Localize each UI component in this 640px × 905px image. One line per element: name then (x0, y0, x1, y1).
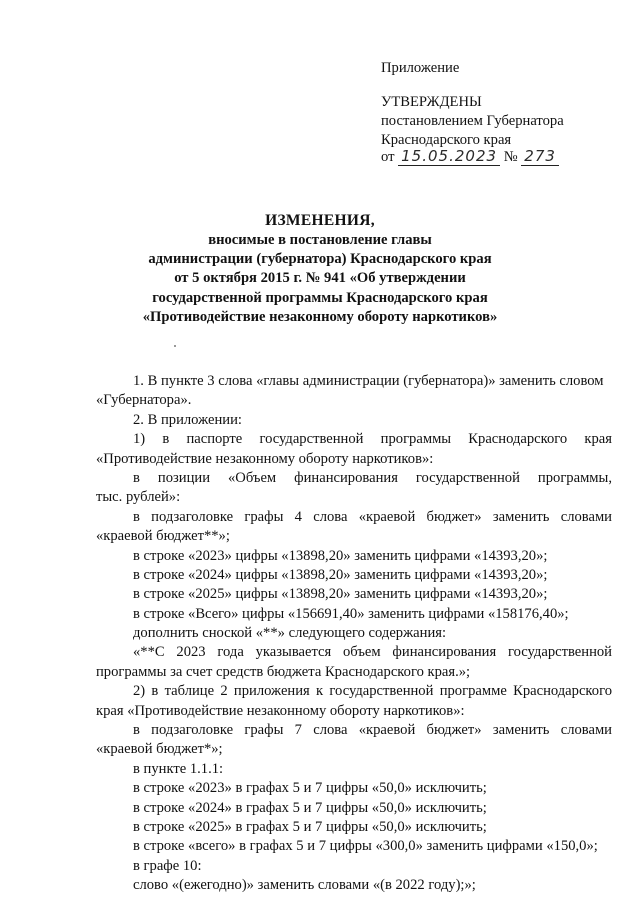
body-line: в строке «2023» в графах 5 и 7 цифры «50,0» исключить; (133, 780, 487, 797)
body-line: 2. В приложении: (133, 411, 242, 428)
document-title (90, 211, 550, 327)
body-line: 2) в таблице 2 приложения к государственной программе Краснодарского (133, 683, 612, 700)
body-line: «Противодействие незаконному обороту наркотиков»: (96, 450, 434, 467)
body-line: слово «(ежегодно)» заменить словами «(в 2022 году);»; (133, 877, 476, 894)
body-line: в пункте 1.1.1: (133, 760, 224, 777)
body-line: в строке «всего» в графах 5 и 7 цифры «300,0» заменить цифрами «150,0»; (133, 838, 598, 855)
title-line: государственной программы Краснодарского края (152, 289, 488, 306)
title-heading: ИЗМЕНЕНИЯ, (265, 212, 375, 229)
body-line: в подзаголовке графы 4 слова «краевой бюджет» заменить словами (133, 508, 612, 525)
date-number-line (381, 147, 559, 167)
body-line: в подзаголовке графы 7 слова «краевой бюджет» заменить словами (133, 722, 612, 739)
body-line: в графе 10: (133, 857, 202, 874)
body-line: программы за счет средств бюджета Краснодарского края.»; (96, 663, 471, 680)
handwritten-date: 15.05.2023 (398, 147, 500, 166)
body-line: в строке «2024» цифры «13898,20» заменить цифрами «14393,20»; (133, 566, 548, 583)
title-line: администрации (губернатора) Краснодарского края (148, 251, 492, 268)
body-line: «Губернатора». (96, 392, 192, 409)
title-line: вносимые в постановление главы (208, 232, 432, 248)
body-line: 1. В пункте 3 слова «главы администрации (губернатора)» заменить словом (133, 373, 604, 389)
body-line: «краевой бюджет*»; (96, 741, 223, 758)
body-line: тыс. рублей»: (96, 489, 181, 506)
approved-by-line-1: постановлением Губернатора (381, 113, 564, 129)
appendix-label: Приложение (381, 60, 460, 76)
title-line: «Противодействие незаконному обороту наркотиков» (142, 308, 498, 325)
body-line: в строке «2024» в графах 5 и 7 цифры «50,0» исключить; (133, 799, 487, 816)
body-line: в позиции «Объем финансирования государственной программы, (133, 469, 612, 486)
scan-speck (174, 345, 176, 347)
date-prefix: от (381, 149, 395, 165)
number-prefix: № (503, 149, 518, 165)
body-line: 1) в паспорте государственной программы Краснодарского края (133, 431, 612, 448)
body-line: «**С 2023 года указывается объем финансирования государственной (133, 644, 612, 661)
approved-by-line-2: Краснодарского края (381, 132, 512, 148)
body-line: дополнить сноской «**» следующего содержания: (133, 625, 447, 642)
approval-block (381, 93, 564, 150)
document-body (96, 372, 612, 896)
body-line: в строке «2025» цифры «13898,20» заменить цифрами «14393,20»; (133, 586, 548, 603)
body-line: в строке «2025» в графах 5 и 7 цифры «50,0» исключить; (133, 818, 487, 835)
body-line: в строке «2023» цифры «13898,20» заменить цифрами «14393,20»; (133, 547, 548, 564)
body-line: «краевой бюджет**»; (96, 528, 230, 545)
title-line: от 5 октября 2015 г. № 941 «Об утверждении (174, 270, 466, 287)
body-line: края «Противодействие незаконному обороту наркотиков»: (96, 702, 465, 719)
body-line: в строке «Всего» цифры «156691,40» заменить цифрами «158176,40»; (133, 605, 569, 622)
approved-label: УТВЕРЖДЕНЫ (381, 94, 482, 110)
handwritten-number: 273 (521, 147, 559, 166)
